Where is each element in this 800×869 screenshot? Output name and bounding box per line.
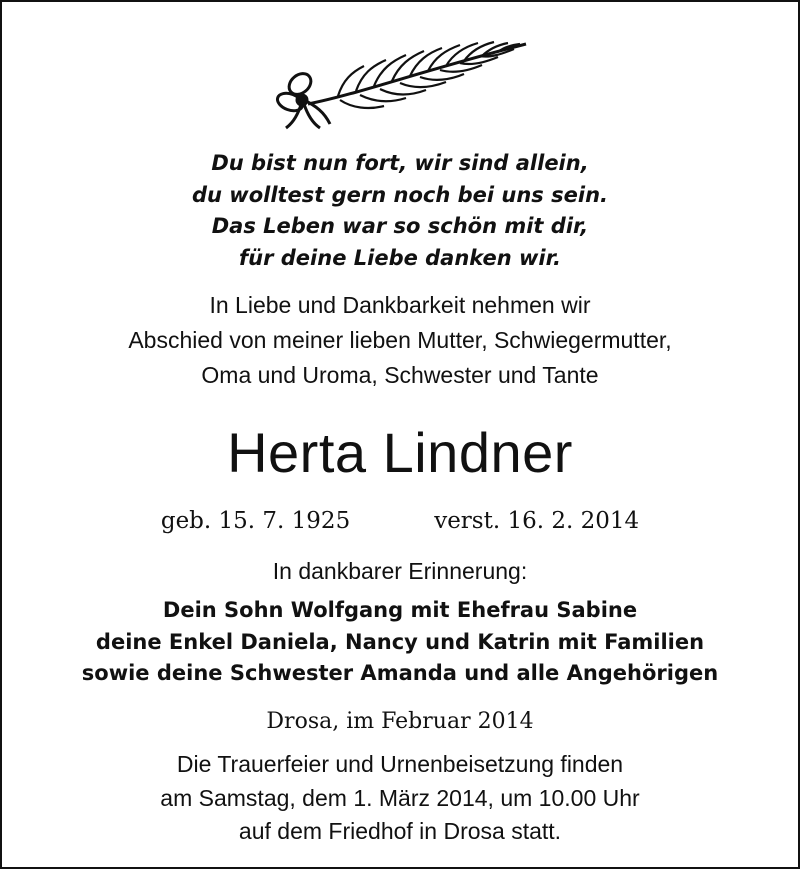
- life-dates: [2, 504, 798, 538]
- service-line: Die Trauerfeier und Urnenbeisetzung finden: [176, 751, 624, 777]
- verse-line: für deine Liebe danken wir.: [239, 245, 561, 270]
- mourners-line: Dein Sohn Wolfgang mit Ehefrau Sabine: [162, 598, 638, 622]
- funeral-service-info: [2, 748, 798, 849]
- mourners-line: sowie deine Schwester Amanda und alle Angehörigen: [81, 661, 719, 685]
- place-and-date: Drosa, im Februar 2014: [266, 709, 534, 734]
- memory-heading: In dankbarer Erinnerung:: [272, 558, 528, 584]
- deceased-name: Herta Lindner: [227, 421, 573, 484]
- intro-line: Abschied von meiner lieben Mutter, Schwiegermutter,: [128, 327, 672, 353]
- intro-line: Oma und Uroma, Schwester und Tante: [201, 362, 599, 388]
- birth-date: geb. 15. 7. 1925: [160, 508, 351, 534]
- service-line: auf dem Friedhof in Drosa statt.: [238, 818, 562, 844]
- verse-line: Du bist nun fort, wir sind allein,: [211, 151, 589, 175]
- mourners-line: deine Enkel Daniela, Nancy und Katrin mit Familien: [95, 629, 705, 654]
- service-line: am Samstag, dem 1. März 2014, um 10.00 Uhr: [160, 784, 640, 811]
- intro-line: In Liebe und Dankbarkeit nehmen wir: [209, 292, 591, 318]
- verse: [2, 148, 798, 274]
- death-date: verst. 16. 2. 2014: [434, 508, 640, 534]
- verse-line: Das Leben war so schön mit dir,: [211, 214, 589, 238]
- verse-line: du wolltest gern noch bei uns sein.: [192, 182, 608, 207]
- palm-branch-icon: [268, 36, 536, 132]
- intro-text: [2, 288, 798, 393]
- mourners-list: [2, 595, 798, 690]
